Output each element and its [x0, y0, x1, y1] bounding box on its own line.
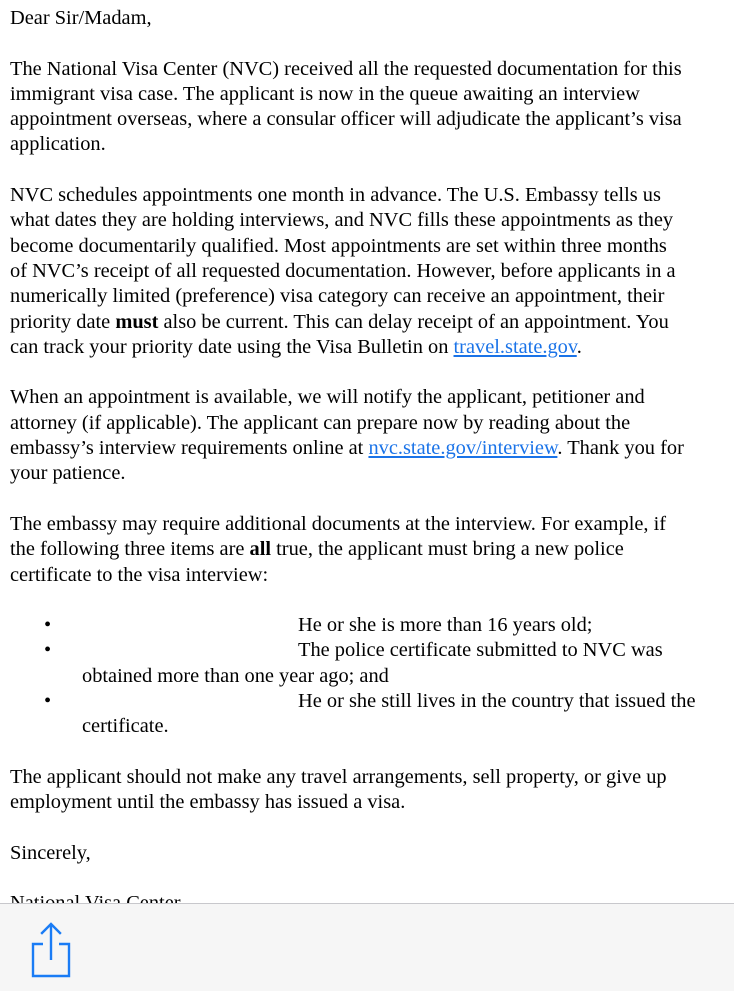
bullet-text: The police certificate submitted to NVC was — [298, 639, 663, 662]
bullet-text: He or she is more than 16 years old; — [298, 614, 593, 637]
paragraph-2-line-1: NVC schedules appointments one month in advance. The U.S. Embassy tells us — [10, 184, 661, 207]
paragraph-2-line-2: what dates they are holding interviews, and NVC fills these appointments as they — [10, 209, 674, 232]
text: the following three items are — [10, 538, 250, 561]
paragraph-3-line-2: attorney (if applicable). The applicant can prepare now by reading about the — [10, 411, 631, 434]
share-icon[interactable] — [30, 922, 72, 978]
emphasis-all: all — [249, 538, 272, 561]
bullet-item-2-continuation: obtained more than one year ago; and — [82, 664, 389, 687]
paragraph-2-line-6 — [10, 310, 734, 335]
bottom-toolbar — [0, 903, 734, 991]
text: . — [576, 335, 582, 358]
letter-body — [10, 6, 734, 917]
salutation: Dear Sir/Madam, — [10, 7, 152, 29]
closing: Sincerely, — [10, 841, 91, 864]
paragraph-2-line-3: become documentarily qualified. Most appointments are set within three months — [10, 234, 667, 257]
paragraph-1-line-3: appointment overseas, where a consular officer will adjudicate the applicant’s visa — [10, 108, 682, 131]
paragraph-1-line-4: application. — [10, 133, 106, 156]
paragraph-4-line-2 — [10, 537, 734, 562]
bullet-item-2 — [10, 638, 734, 663]
bullet-text: He or she still lives in the country that issued the — [298, 690, 696, 713]
paragraph-3-line-1: When an appointment is available, we will notify the applicant, petitioner and — [10, 386, 645, 409]
paragraph-4-line-1: The embassy may require additional documents at the interview. For example, if — [10, 512, 667, 535]
text: priority date — [10, 310, 116, 333]
paragraph-2-line-4: of NVC’s receipt of all requested documentation. However, before applicants in a — [10, 259, 676, 282]
text: . Thank you for — [557, 437, 684, 460]
bullet-item-3-continuation: certificate. — [82, 715, 169, 738]
bullet-dot: • — [44, 614, 52, 637]
bullet-dot: • — [44, 690, 52, 713]
bullet-item-1 — [10, 613, 734, 638]
paragraph-2-line-5: numerically limited (preference) visa category can receive an appointment, their — [10, 285, 665, 308]
bullet-item-3 — [10, 689, 734, 714]
paragraph-1-line-1: The National Visa Center (NVC) received all the requested documentation for this — [10, 57, 682, 80]
paragraph-4-line-3: certificate to the visa interview: — [10, 563, 269, 586]
nvc-interview-link[interactable]: nvc.state.gov/interview — [368, 437, 558, 460]
paragraph-3-line-3 — [10, 436, 734, 461]
paragraph-2-line-7 — [10, 335, 734, 360]
bullet-dot: • — [44, 639, 52, 662]
paragraph-5-line-1: The applicant should not make any travel arrangements, sell property, or give up — [10, 765, 667, 788]
paragraph-5-line-2: employment until the embassy has issued a visa. — [10, 791, 406, 814]
paragraph-3-line-4: your patience. — [10, 462, 126, 485]
paragraph-1-line-2: immigrant visa case. The applicant is now in the queue awaiting an interview — [10, 82, 640, 105]
travel-state-gov-link[interactable]: travel.state.gov — [453, 335, 577, 358]
text: also be current. This can delay receipt of an appointment. You — [158, 310, 669, 333]
emphasis-must: must — [115, 310, 159, 333]
text: can track your priority date using the Visa Bulletin on — [10, 335, 454, 358]
text: true, the applicant must bring a new police — [271, 538, 624, 561]
text: embassy’s interview requirements online at — [10, 437, 369, 460]
